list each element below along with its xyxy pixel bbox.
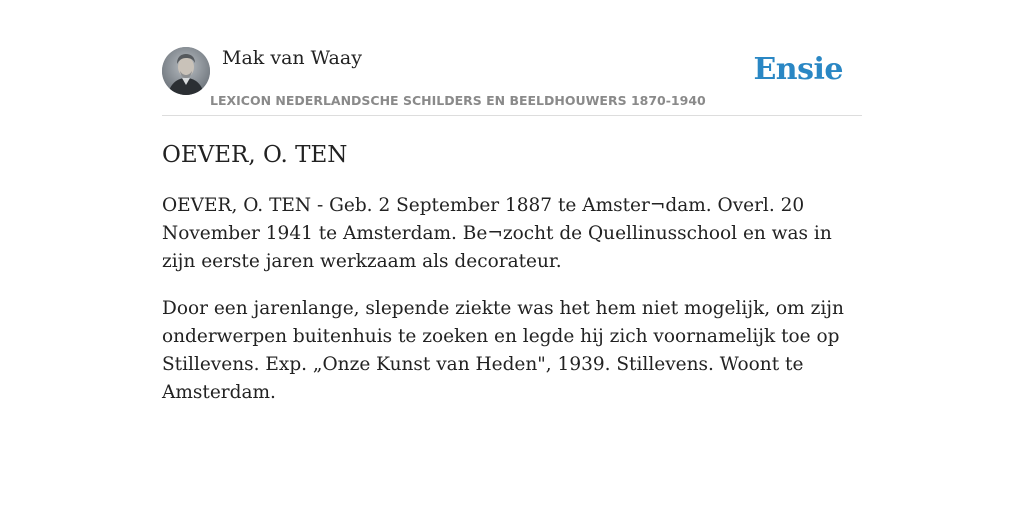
brand-logo[interactable]: Ensie <box>753 52 843 87</box>
article-paragraph-2: Door een jarenlange, slepende ziekte was het hem niet mogelijk, om zijn onderwerpen buitenhuis te zoeken en legde hij zich voornamelijk toe op Stillevens. Exp. „Onze Kunst van Heden", 1939. Stillevens. Woont te Amsterdam. <box>162 298 844 403</box>
article-paragraph-1: OEVER, O. TEN - Geb. 2 September 1887 te Amster¬dam. Overl. 20 November 1941 te Amsterdam. Be¬zocht de Quellinusschool en was in zijn eerste jaren werkzaam als decorateur. <box>162 195 832 272</box>
author-avatar[interactable] <box>162 47 210 95</box>
article-title: OEVER, O. TEN <box>162 142 348 168</box>
lexicon-title[interactable]: LEXICON NEDERLANDSCHE SCHILDERS EN BEELDHOUWERS 1870-1940 <box>210 93 706 108</box>
header <box>162 46 862 116</box>
header-divider <box>162 115 862 116</box>
author-portrait-icon <box>162 47 210 95</box>
article-body <box>162 192 862 426</box>
author-name[interactable]: Mak van Waay <box>222 47 362 69</box>
